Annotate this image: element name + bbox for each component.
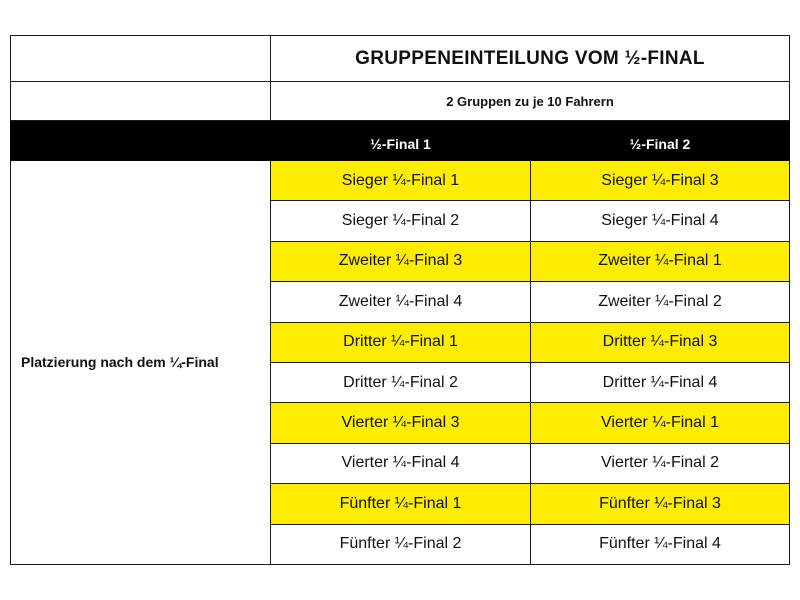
- column-header-final-2: ½-Final 2: [531, 121, 790, 161]
- cell-final-1: Dritter ¼-Final 2: [271, 362, 531, 402]
- column-header-final-1: ½-Final 1: [271, 121, 531, 161]
- cell-final-2: Fünfter ¼-Final 4: [531, 524, 790, 564]
- cell-final-1: Dritter ¼-Final 1: [271, 322, 531, 362]
- cell-final-2: Vierter ¼-Final 1: [531, 403, 790, 443]
- cell-final-2: Dritter ¼-Final 3: [531, 322, 790, 362]
- cell-final-1: Sieger ¼-Final 2: [271, 201, 531, 241]
- group-table-container: [10, 35, 790, 565]
- subtitle-blank-cell: [11, 82, 271, 121]
- cell-final-2: Fünfter ¼-Final 3: [531, 484, 790, 524]
- header-blank-cell: [11, 121, 271, 161]
- column-header-row: [11, 121, 790, 161]
- table-subtitle: 2 Gruppen zu je 10 Fahrern: [271, 82, 790, 121]
- cell-final-1: Zweiter ¼-Final 3: [271, 241, 531, 281]
- subtitle-row: [11, 82, 790, 121]
- cell-final-2: Dritter ¼-Final 4: [531, 362, 790, 402]
- cell-final-2: Vierter ¼-Final 2: [531, 443, 790, 483]
- table-title: GRUPPENEINTEILUNG VOM ½-FINAL: [271, 36, 790, 82]
- group-allocation-table: [10, 35, 790, 565]
- title-blank-cell: [11, 36, 271, 82]
- cell-final-1: Zweiter ¼-Final 4: [271, 282, 531, 322]
- cell-final-2: Zweiter ¼-Final 1: [531, 241, 790, 281]
- cell-final-1: Fünfter ¼-Final 2: [271, 524, 531, 564]
- cell-final-2: Zweiter ¼-Final 2: [531, 282, 790, 322]
- cell-final-1: Vierter ¼-Final 4: [271, 443, 531, 483]
- table-row: [11, 161, 790, 201]
- cell-final-1: Vierter ¼-Final 3: [271, 403, 531, 443]
- cell-final-2: Sieger ¼-Final 4: [531, 201, 790, 241]
- table-body: [11, 36, 790, 565]
- cell-final-2: Sieger ¼-Final 3: [531, 161, 790, 201]
- cell-final-1: Sieger ¼-Final 1: [271, 161, 531, 201]
- row-group-label: Platzierung nach dem ¼-Final: [11, 161, 271, 565]
- title-row: [11, 36, 790, 82]
- cell-final-1: Fünfter ¼-Final 1: [271, 484, 531, 524]
